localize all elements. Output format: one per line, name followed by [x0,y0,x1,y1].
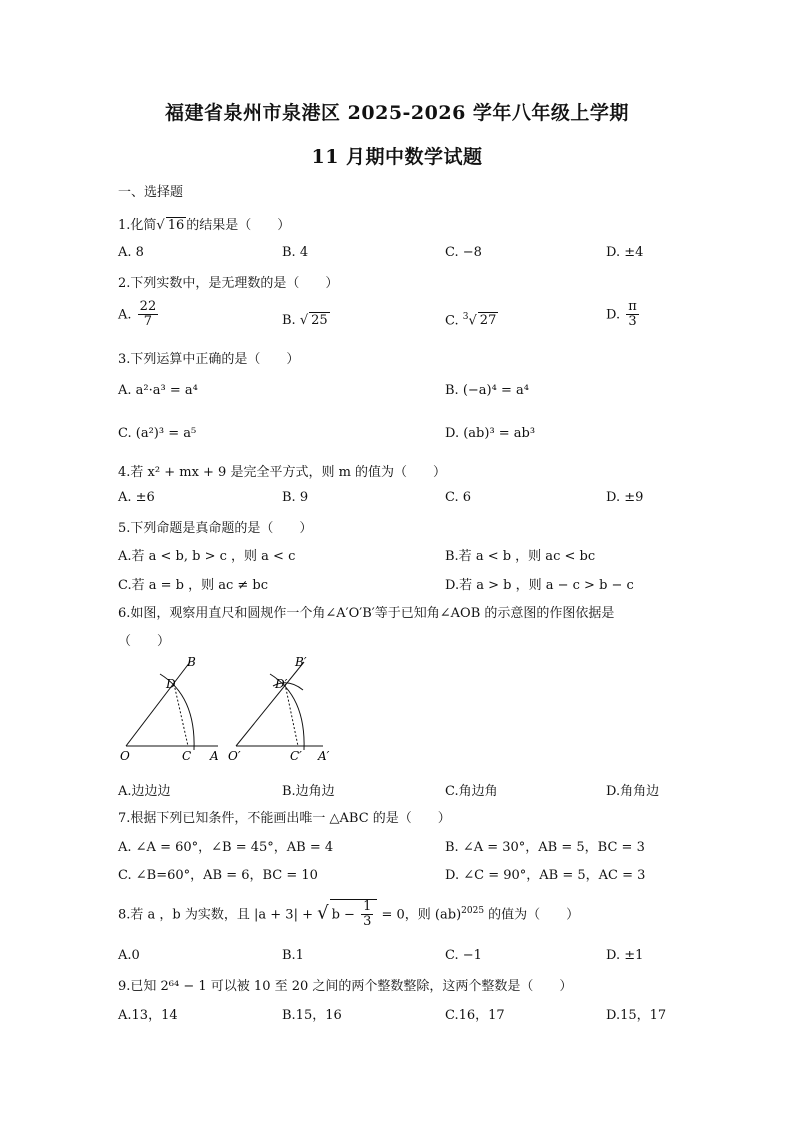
question-5-option-a[interactable]: A.若 a < b, b > c ，则 a < c [118,549,296,564]
question-7-option-c[interactable]: C. ∠B=60°，AB = 6，BC = 10 [118,868,318,883]
label-C-prime: C′ [290,749,302,763]
question-7-stem: 7.根据下列已知条件，不能画出唯一 △ABC 的是（ ） [118,811,451,826]
question-9-option-b[interactable]: B.15，16 [282,1008,342,1023]
question-6-stem: 6.如图，观察用直尺和圆规作一个角∠A′O′B′等于已知角∠AOB 的示意图的作图依据是 [118,606,615,621]
question-8-option-d[interactable]: D. ±1 [606,948,644,963]
question-6-option-c[interactable]: C.角边角 [445,784,498,799]
label-O-prime: O′ [228,749,241,763]
label-B: B [187,656,196,669]
question-5-stem: 5.下列命题是真命题的是（ ） [118,521,313,536]
question-9-option-a[interactable]: A.13，14 [118,1008,178,1023]
exam-title-line1: 福建省泉州市泉港区 2025-2026 学年八年级上学期 [165,102,629,124]
question-6-option-b[interactable]: B.边角边 [282,784,335,799]
question-8-option-a[interactable]: A.0 [118,948,140,963]
question-5-option-d[interactable]: D.若 a > b ，则 a − c > b − c [445,578,634,593]
question-6-option-a[interactable]: A.边边边 [118,784,171,799]
label-A-prime: A′ [318,749,330,763]
exam-title-line2: 11 月期中数学试题 [311,146,483,168]
question-9-option-d[interactable]: D.15，17 [606,1008,667,1023]
question-8-option-b[interactable]: B.1 [282,948,304,963]
question-2-option-b[interactable]: B. √ 25 [282,313,328,328]
question-2-option-a[interactable]: A. $\frac{22}{7}$ [118,299,157,330]
figure-constructed-angle [228,656,330,763]
question-6-option-d[interactable]: D.角角边 [606,784,660,799]
question-4-option-b[interactable]: B. 9 [282,490,309,505]
question-2-option-c[interactable]: C. $^3$√ 27 [445,312,497,329]
label-B-prime: B′ [295,656,307,669]
label-D: D [166,677,176,691]
question-3-stem: 3.下列运算中正确的是（ ） [118,352,300,367]
question-1-option-a[interactable]: A. 8 [118,245,144,260]
question-8-option-c[interactable]: C. −1 [445,948,482,963]
figure-original-angle [120,656,219,763]
question-1-option-b[interactable]: B. 4 [282,245,309,260]
section-heading: 一、选择题 [118,185,184,200]
question-4-option-a[interactable]: A. ±6 [118,490,155,505]
question-1-stem: 1.化简√ 16 的结果是（ ） [118,218,291,233]
question-6-stem-bracket: （ ） [118,634,171,649]
question-4-stem: 4.若 x² + mx + 9 是完全平方式，则 m 的值为（ ） [118,465,447,480]
label-A: A [210,749,219,763]
question-1-option-d[interactable]: D. ±4 [606,245,644,260]
question-4-option-d[interactable]: D. ±9 [606,490,644,505]
question-7-option-d[interactable]: D. ∠C = 90°，AB = 5，AC = 3 [445,868,646,883]
question-3-option-b[interactable]: B. (−a)⁴ = a⁴ [445,383,529,398]
question-2-option-d[interactable]: D. $\frac{\pi}{3}$ [606,299,637,330]
question-1-option-c[interactable]: C. −8 [445,245,482,260]
question-9-option-c[interactable]: C.16，17 [445,1008,505,1023]
question-5-option-c[interactable]: C.若 a = b ，则 ac ≠ bc [118,578,269,593]
question-7-option-a[interactable]: A. ∠A = 60°，∠B = 45°，AB = 4 [118,840,334,855]
label-C: C [182,749,192,763]
question-9-stem: 9.已知 2⁶⁴ − 1 可以被 10 至 20 之间的两个整数整除，这两个整数是（ ） [118,979,573,994]
question-8-stem: 8.若 a ，b 为实数，且 |a + 3| + √ b − $\frac{1}{3}$ = 0，则 (ab)$^{2025}$ 的值为（ ） [118,899,580,930]
angle-construction-figure [118,656,358,768]
label-O: O [120,749,130,763]
question-3-option-d[interactable]: D. (ab)³ = ab³ [445,426,536,441]
question-2-stem: 2.下列实数中，是无理数的是（ ） [118,276,339,291]
question-7-option-b[interactable]: B. ∠A = 30°，AB = 5，BC = 3 [445,840,645,855]
question-5-option-b[interactable]: B.若 a < b ，则 ac < bc [445,549,596,564]
question-3-option-c[interactable]: C. (a²)³ = a⁵ [118,426,197,441]
question-4-option-c[interactable]: C. 6 [445,490,472,505]
question-3-option-a[interactable]: A. a²·a³ = a⁴ [118,383,198,398]
label-D-prime: D′ [275,677,288,691]
